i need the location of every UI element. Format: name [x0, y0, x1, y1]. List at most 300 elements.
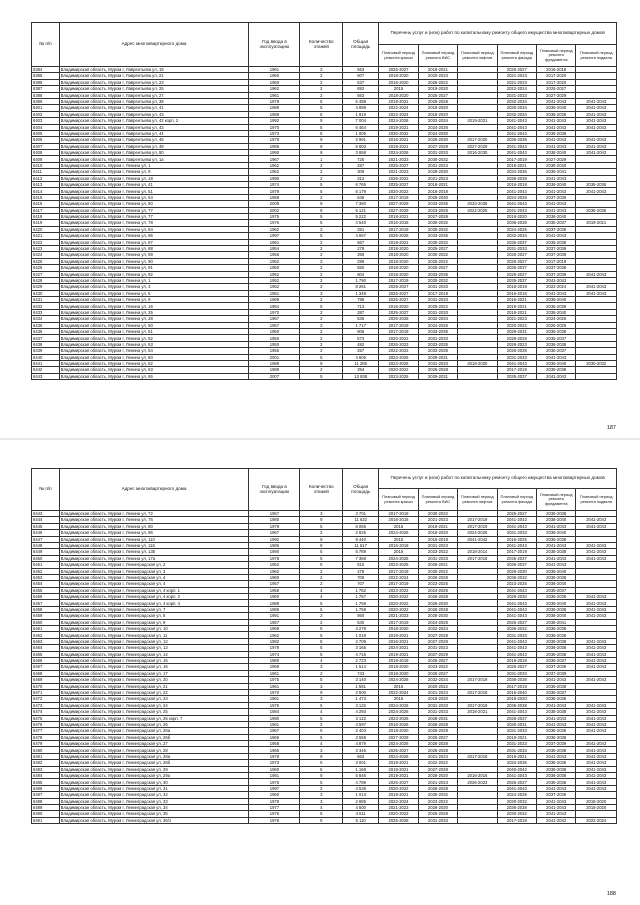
basement-period-cell: 2041-2043: [576, 709, 617, 715]
year-cell: 1961: [249, 683, 300, 689]
elevators-period-cell: 2016-2016: [458, 773, 497, 779]
roof-period-cell: 2015: [379, 536, 418, 542]
floors-cell: 2: [300, 73, 343, 79]
engineering-period-cell: 2027-2028: [418, 213, 457, 219]
address-cell: Владимирская область, Муром г, Ленинградская ул, 32: [59, 792, 249, 798]
area-cell: 278: [343, 245, 379, 251]
area-cell: 6 065: [343, 523, 379, 529]
address-cell: Владимирская область, Муром г, Ленина ул, 51: [59, 188, 249, 194]
facade-period-cell: 2032-2034: [497, 111, 536, 117]
foundation-period-cell: 2036-2038: [536, 111, 575, 117]
basement-period-cell: 2041-2043: [576, 600, 617, 606]
basement-period-cell: 2041-2043: [576, 664, 617, 670]
facade-period-cell: 2041-2043: [497, 201, 536, 207]
address-cell: Владимирская область, Муром г, Ленинградская ул, 30: [59, 779, 249, 785]
facade-period-cell: 2030-2032: [497, 798, 536, 804]
facade-period-cell: 2036-2038: [497, 677, 536, 683]
foundation-period-cell: 2036-2038: [536, 130, 575, 136]
year-cell: 1952: [249, 169, 300, 175]
roof-period-cell: 2018-2020: [379, 728, 418, 734]
area-cell: 1 759: [343, 606, 379, 612]
address-cell: Владимирская область, Муром г, Ленина ул, 25: [59, 309, 249, 315]
row-number: 6476: [32, 721, 60, 727]
facade-period-cell: 2021-2023: [497, 79, 536, 85]
floors-cell: 9: [300, 689, 343, 695]
header-num: № п/п: [32, 23, 60, 67]
area-cell: 1 473: [343, 696, 379, 702]
foundation-period-cell: 2036-2038: [536, 760, 575, 766]
row-number: 6478: [32, 734, 60, 740]
area-cell: 5 846: [343, 773, 379, 779]
engineering-period-cell: 2016-2018: [418, 536, 457, 542]
roof-period-cell: 2020-2022: [379, 188, 418, 194]
year-cell: 1966: [249, 734, 300, 740]
foundation-period-cell: 2038-2040: [536, 613, 575, 619]
row-number: 6468: [32, 670, 60, 676]
address-cell: Владимирская область, Муром г, Ленина ул, 92: [59, 271, 249, 277]
row-number: 6443: [32, 511, 60, 517]
roof-period-cell: 2018-2020: [379, 245, 418, 251]
header-roof: Плановый период ремонта крыши: [379, 45, 418, 67]
address-cell: Владимирская область, Муром г, Ленинградская ул, 27: [59, 741, 249, 747]
floors-cell: 5: [300, 105, 343, 111]
roof-period-cell: 2018-2020: [379, 626, 418, 632]
floors-cell: 3: [300, 747, 343, 753]
basement-period-cell: 2018-2020: [576, 804, 617, 810]
facade-period-cell: 2032-2034: [497, 233, 536, 239]
floors-cell: 3: [300, 664, 343, 670]
foundation-period-cell: 2022-2024: [536, 284, 575, 290]
foundation-period-cell: 2017-2019: [536, 258, 575, 264]
foundation-period-cell: 2036-2041: [536, 619, 575, 625]
area-cell: 1 767: [343, 594, 379, 600]
roof-period-cell: 2020-2022: [379, 594, 418, 600]
row-number: 6453: [32, 574, 60, 580]
engineering-period-cell: 2019-2021: [418, 182, 457, 188]
area-cell: 4 879: [343, 741, 379, 747]
year-cell: 1978: [249, 137, 300, 143]
foundation-period-cell: 2041-2043: [536, 555, 575, 561]
row-number: 6445: [32, 523, 60, 529]
foundation-period-cell: 2036-2038: [536, 766, 575, 772]
row-number: 6456: [32, 594, 60, 600]
address-cell: Владимирская область, Муром г, Ленина ул, 54: [59, 194, 249, 200]
foundation-period-cell: 2036-2040: [536, 213, 575, 219]
foundation-period-cell: 2041-2043: [536, 798, 575, 804]
engineering-period-cell: 2031-2033: [418, 360, 457, 366]
header-foundation: Плановый период ремонта фундамента: [536, 45, 575, 67]
row-number: 6414: [32, 188, 60, 194]
year-cell: 1978: [249, 98, 300, 104]
address-cell: Владимирская область, Муром г, Ленина ул, 62: [59, 360, 249, 366]
page-2: [0, 440, 640, 905]
row-number: 6386: [32, 79, 60, 85]
year-cell: 1985: [249, 143, 300, 149]
roof-period-cell: 2017-2019: [379, 226, 418, 232]
address-cell: Владимирская область, Муром г, Ленинградская ул, 20: [59, 677, 249, 683]
roof-period-cell: 2024-2026: [379, 150, 418, 156]
engineering-period-cell: 2025-2022: [418, 258, 457, 264]
floors-cell: 2: [300, 297, 343, 303]
address-cell: Владимирская область, Муром г, Ленинградская ул, 29а: [59, 773, 249, 779]
area-cell: 6 464: [343, 124, 379, 130]
year-cell: 1952: [249, 271, 300, 277]
roof-period-cell: 2017-2019: [379, 568, 418, 574]
roof-period-cell: 2024-2026: [379, 360, 418, 366]
roof-period-cell: 2016-2021: [379, 638, 418, 644]
engineering-period-cell: 2031-2023: [418, 645, 457, 651]
facade-period-cell: 2035-2037: [497, 239, 536, 245]
roof-period-cell: 2024-2026: [379, 741, 418, 747]
basement-period-cell: 2041-2043: [576, 150, 617, 156]
facade-period-cell: 2028-2030: [497, 568, 536, 574]
foundation-period-cell: 2024-2026: [536, 316, 575, 322]
year-cell: 1961: [249, 670, 300, 676]
facade-period-cell: 2025-2027: [497, 271, 536, 277]
row-number: 6465: [32, 651, 60, 657]
page-1: [0, 0, 640, 440]
area-cell: 1 759: [343, 600, 379, 606]
table-body: [32, 511, 617, 824]
foundation-period-cell: 2017-2020: [536, 73, 575, 79]
floors-cell: 5: [300, 606, 343, 612]
floors-cell: 2: [300, 239, 343, 245]
address-cell: Владимирская область, Муром г, Ленина ул, 116: [59, 542, 249, 548]
address-cell: Владимирская область, Муром г, Ленинградская ул, 25: [59, 709, 249, 715]
engineering-period-cell: 2022-2022: [418, 760, 457, 766]
foundation-period-cell: 2041-2043: [536, 702, 575, 708]
address-cell: Владимирская область, Муром г, Лаврентьева ул, 43: [59, 111, 249, 117]
engineering-period-cell: 2026-2028: [418, 728, 457, 734]
year-cell: 1973: [249, 130, 300, 136]
floors-cell: 3: [300, 683, 343, 689]
year-cell: 1961: [249, 721, 300, 727]
row-number: 6403: [32, 118, 60, 124]
engineering-period-cell: 2025-2022: [418, 303, 457, 309]
engineering-period-cell: 2025-2027: [418, 734, 457, 740]
row-number: 6421: [32, 233, 60, 239]
address-cell: Владимирская область, Муром г, Ленина ул, 77: [59, 207, 249, 213]
area-cell: 1 717: [343, 322, 379, 328]
foundation-period-cell: 2036-2038: [536, 329, 575, 335]
foundation-period-cell: 2041-2043: [536, 175, 575, 181]
table-row: [32, 817, 617, 823]
row-number: 6469: [32, 677, 60, 683]
facade-period-cell: 2025-2027: [497, 511, 536, 517]
facade-period-cell: 2021-2023: [497, 73, 536, 79]
floors-cell: 5: [300, 555, 343, 561]
address-cell: Владимирская область, Муром г, Ленинградская ул, 23: [59, 696, 249, 702]
header-year: Год ввода в эксплуатацию: [249, 469, 300, 511]
roof-period-cell: 2016-2020: [379, 303, 418, 309]
year-cell: 1962: [249, 632, 300, 638]
row-number: 6480: [32, 747, 60, 753]
capital-repair-table-2: [31, 468, 617, 824]
page-number: 188: [606, 891, 616, 897]
year-cell: 1990: [249, 175, 300, 181]
roof-period-cell: 2016-2016: [379, 517, 418, 523]
area-cell: 7 380: [343, 201, 379, 207]
address-cell: Владимирская область, Муром г, Лаврентьева ул, 25: [59, 86, 249, 92]
area-cell: 3 403: [343, 728, 379, 734]
engineering-period-cell: 2032-2034: [418, 118, 457, 124]
area-cell: 11 617: [343, 542, 379, 548]
engineering-period-cell: 2031-2033: [418, 709, 457, 715]
area-cell: 5 222: [343, 213, 379, 219]
roof-period-cell: 2018-2020: [379, 252, 418, 258]
engineering-period-cell: 2027-2029: [418, 143, 457, 149]
roof-period-cell: 2021-2023: [379, 613, 418, 619]
roof-period-cell: 2022-2024: [379, 105, 418, 111]
area-cell: 4 597: [343, 721, 379, 727]
basement-period-cell: 2041-2043: [576, 645, 617, 651]
year-cell: 1978: [249, 753, 300, 759]
basement-period-cell: 2036-2036: [576, 182, 617, 188]
address-cell: Владимирская область, Муром г, Ленина ул, 60: [59, 354, 249, 360]
foundation-period-cell: 2016-2018: [536, 67, 575, 73]
floors-cell: 2: [300, 245, 343, 251]
year-cell: 1976: [249, 817, 300, 823]
basement-period-cell: 2036-2036: [576, 207, 617, 213]
foundation-period-cell: 2035-2037: [536, 220, 575, 226]
row-number: 6384: [32, 67, 60, 73]
roof-period-cell: 2024-2026: [379, 354, 418, 360]
address-cell: Владимирская область, Муром г, Лаврентьева ул, 50: [59, 150, 249, 156]
engineering-period-cell: 2033-2035: [418, 201, 457, 207]
header-area: Общая площадь: [343, 23, 379, 67]
capital-repair-table-1: [31, 22, 617, 380]
engineering-period-cell: 2033-2035: [418, 329, 457, 335]
year-cell: 1964: [249, 303, 300, 309]
area-cell: 1 762: [343, 587, 379, 593]
floors-cell: 2: [300, 581, 343, 587]
engineering-period-cell: 2026-2028: [418, 747, 457, 753]
header-elevators: Плановый период ремонта лифтов: [458, 45, 497, 67]
header-elevators: Плановый период ремонта лифтов: [458, 489, 497, 511]
area-cell: 563: [343, 67, 379, 73]
area-cell: 7 004: [343, 118, 379, 124]
facade-period-cell: 2026-2023: [497, 341, 536, 347]
basement-period-cell: 2041-2043: [576, 271, 617, 277]
roof-period-cell: 2016-2018: [379, 220, 418, 226]
floors-cell: 5: [300, 632, 343, 638]
basement-period-cell: 2022-2024: [576, 817, 617, 823]
area-cell: 804: [343, 271, 379, 277]
foundation-period-cell: 2026-2029: [536, 322, 575, 328]
roof-period-cell: 2024-2026: [379, 677, 418, 683]
address-cell: Владимирская область, Муром г, Ленина ул, 78: [59, 220, 249, 226]
year-cell: 1962: [249, 162, 300, 168]
floors-cell: 2: [300, 721, 343, 727]
floors-cell: 2: [300, 271, 343, 277]
year-cell: 1974: [249, 182, 300, 188]
address-cell: Владимирская область, Муром г, Ленинградская ул, 4 корп. 2: [59, 594, 249, 600]
basement-period-cell: 2041-2043: [576, 613, 617, 619]
facade-period-cell: 2041-2043: [497, 645, 536, 651]
facade-period-cell: 2024-2026: [497, 792, 536, 798]
row-number: 6428: [32, 277, 60, 283]
year-cell: 1954: [249, 245, 300, 251]
engineering-period-cell: 2026-2022: [418, 79, 457, 85]
floors-cell: 2: [300, 265, 343, 271]
facade-period-cell: 2019-2021: [497, 753, 536, 759]
floors-cell: 5: [300, 124, 343, 130]
basement-period-cell: 2041-2043: [576, 594, 617, 600]
area-cell: 269: [343, 252, 379, 258]
area-cell: 281: [343, 226, 379, 232]
header-services-group: Перечень услуг и (или) работ по капитальному ремонту общего имущества многоквартирных домов: [379, 469, 617, 489]
engineering-period-cell: 2023-2025: [418, 581, 457, 587]
row-number: 6418: [32, 213, 60, 219]
header-address: Адрес многоквартирного дома: [59, 23, 249, 67]
area-cell: 5 179: [343, 188, 379, 194]
foundation-period-cell: 2041-2043: [536, 542, 575, 548]
basement-period-cell: 2041-2043: [576, 284, 617, 290]
area-cell: 692: [343, 86, 379, 92]
year-cell: 1991: [249, 613, 300, 619]
roof-period-cell: 2018-2020: [379, 271, 418, 277]
foundation-period-cell: 2037-2039: [536, 245, 575, 251]
year-cell: 1975: [249, 213, 300, 219]
foundation-period-cell: 2041-2043: [536, 715, 575, 721]
basement-period-cell: 2041-2043: [576, 549, 617, 555]
address-cell: Владимирская область, Муром г, Ленина ул, 77: [59, 213, 249, 219]
area-cell: 5 488: [343, 98, 379, 104]
foundation-period-cell: 2037-2039: [536, 664, 575, 670]
floors-cell: 5: [300, 111, 343, 117]
roof-period-cell: 2018-2020: [379, 664, 418, 670]
year-cell: 1970: [249, 689, 300, 695]
foundation-period-cell: 2036-2038: [536, 303, 575, 309]
foundation-period-cell: 2037-2039: [536, 741, 575, 747]
row-number: 6442: [32, 367, 60, 373]
address-cell: Владимирская область, Муром г, Ленинградская ул, 4 корп. 4: [59, 600, 249, 606]
row-number: 6438: [32, 341, 60, 347]
facade-period-cell: 2041-2043: [497, 638, 536, 644]
foundation-period-cell: 2036-2038: [536, 606, 575, 612]
basement-period-cell: 2041-2043: [576, 702, 617, 708]
roof-period-cell: 2025-2027: [379, 67, 418, 73]
year-cell: 1975: [249, 779, 300, 785]
foundation-period-cell: 2041-2043: [536, 188, 575, 194]
roof-period-cell: 2022-2024: [379, 798, 418, 804]
row-number: 6473: [32, 702, 60, 708]
floors-cell: 3: [300, 696, 343, 702]
header-floors: Количество этажей: [300, 23, 343, 67]
row-number: 6475: [32, 715, 60, 721]
facade-period-cell: 2041-2043: [497, 188, 536, 194]
row-number: 6444: [32, 517, 60, 523]
floors-cell: 5: [300, 233, 343, 239]
area-cell: 743: [343, 670, 379, 676]
roof-period-cell: 2024-2026: [379, 555, 418, 561]
facade-period-cell: 2041-2043: [497, 360, 536, 366]
address-cell: Владимирская область, Муром г, Ленина ул, 28: [59, 316, 249, 322]
facade-period-cell: 2035-2037: [497, 562, 536, 568]
facade-period-cell: 2018-2021: [497, 303, 536, 309]
roof-period-cell: 2022-2022: [379, 348, 418, 354]
year-cell: 1997: [249, 785, 300, 791]
row-number: 6489: [32, 804, 60, 810]
roof-period-cell: 2017-2019: [379, 322, 418, 328]
engineering-period-cell: 2022-2024: [418, 626, 457, 632]
basement-period-cell: 2041-2043: [576, 542, 617, 548]
engineering-period-cell: 2025-2027: [418, 670, 457, 676]
area-cell: 2 723: [343, 657, 379, 663]
table-row: [32, 373, 617, 379]
facade-period-cell: 2025-2027: [497, 252, 536, 258]
roof-period-cell: 2025-2027: [379, 182, 418, 188]
row-number: 6470: [32, 683, 60, 689]
floors-cell: 2: [300, 785, 343, 791]
area-cell: 3 345: [343, 747, 379, 753]
facade-period-cell: 2041-2043: [497, 150, 536, 156]
basement-period-cell: 2030-2032: [576, 360, 617, 366]
basement-period-cell: 2041-2043: [576, 555, 617, 561]
year-cell: 1958: [249, 587, 300, 593]
row-number: 6451: [32, 562, 60, 568]
facade-period-cell: 2041-2043: [497, 606, 536, 612]
facade-period-cell: 2017-2019: [497, 367, 536, 373]
facade-period-cell: 2036-2038: [497, 702, 536, 708]
header-engineering: Плановый период ремонта ВИС: [418, 489, 457, 511]
address-cell: Владимирская область, Муром г, Ленинградская ул, 12: [59, 638, 249, 644]
elevators-period-cell: 2017-2020: [458, 137, 497, 143]
row-number: 6387: [32, 86, 60, 92]
floors-cell: 5: [300, 811, 343, 817]
facade-period-cell: 2035-2037: [497, 265, 536, 271]
address-cell: Владимирская область, Муром г, Ленинградская ул, 36/1: [59, 817, 249, 823]
engineering-period-cell: 2021-2023: [418, 542, 457, 548]
year-cell: 1967: [249, 156, 300, 162]
area-cell: 573: [343, 335, 379, 341]
facade-period-cell: 2026-2028: [497, 335, 536, 341]
row-number: 6411: [32, 169, 60, 175]
area-cell: 1 514: [343, 664, 379, 670]
area-cell: 646: [343, 194, 379, 200]
roof-period-cell: 2025-2027: [379, 309, 418, 315]
engineering-period-cell: 2019-2020: [418, 86, 457, 92]
row-number: 6450: [32, 555, 60, 561]
area-cell: 3 701: [343, 511, 379, 517]
year-cell: 1992: [249, 536, 300, 542]
row-number: 6471: [32, 689, 60, 695]
year-cell: 1952: [249, 284, 300, 290]
roof-period-cell: 2023-2025: [379, 373, 418, 379]
address-cell: Владимирская область, Муром г, Ленинградская ул, 28: [59, 747, 249, 753]
foundation-period-cell: 2036-2041: [536, 169, 575, 175]
foundation-period-cell: 2038-2040: [536, 530, 575, 536]
engineering-period-cell: 2029-2021: [418, 562, 457, 568]
foundation-period-cell: 2038-2040: [536, 297, 575, 303]
year-cell: 1979: [249, 523, 300, 529]
facade-period-cell: 2021-2023: [497, 316, 536, 322]
floors-cell: 5: [300, 354, 343, 360]
row-number: 6435: [32, 322, 60, 328]
engineering-period-cell: 2028-2030: [418, 169, 457, 175]
area-cell: 11 285: [343, 360, 379, 366]
year-cell: 1969: [249, 626, 300, 632]
facade-period-cell: 2031-2033: [497, 728, 536, 734]
floors-cell: 4: [300, 587, 343, 593]
header-basement: Плановый период ремонта подвала: [576, 489, 617, 511]
foundation-period-cell: 2036-2037: [536, 657, 575, 663]
area-cell: 515: [343, 562, 379, 568]
address-cell: Владимирская область, Муром г, Ленинградская ул, 26а: [59, 728, 249, 734]
floors-cell: 9: [300, 201, 343, 207]
address-cell: Владимирская область, Муром г, Ленинградская ул, 3: [59, 568, 249, 574]
facade-period-cell: 2024-2026: [497, 226, 536, 232]
